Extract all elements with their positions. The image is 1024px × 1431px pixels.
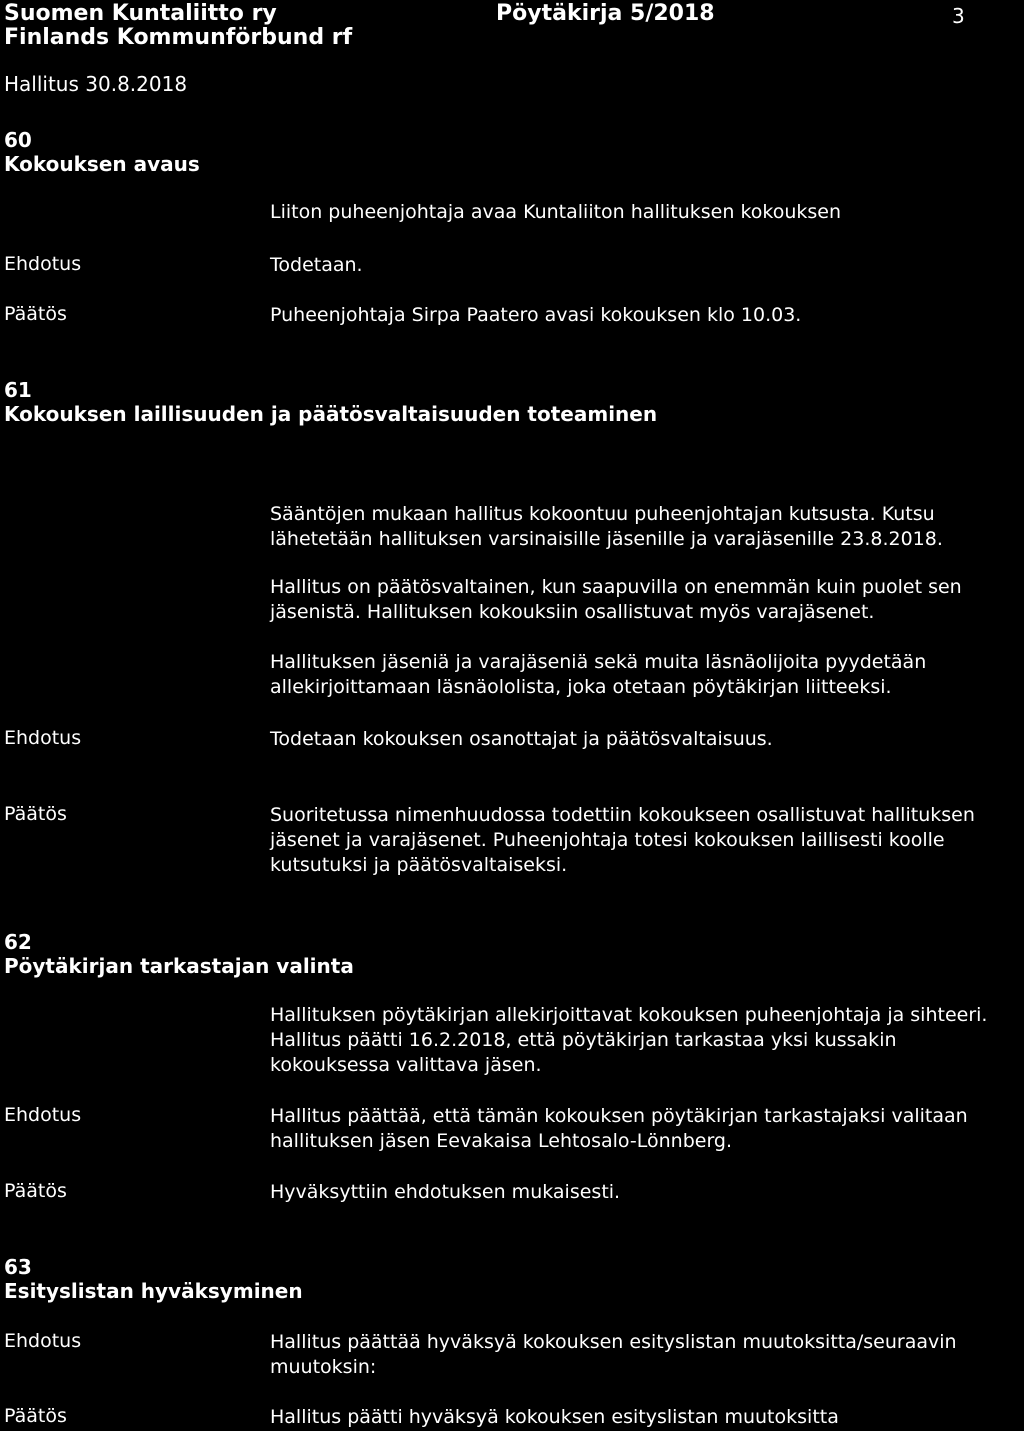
ehdotus-text: Todetaan kokouksen osanottajat ja päätösvaltaisuus. [270, 728, 773, 750]
page-number: 3 [952, 4, 965, 28]
paatos-label: Päätös [4, 1405, 67, 1427]
paatos-text: Hallitus päätti hyväksyä kokouksen esityslistan muutoksitta [270, 1406, 839, 1428]
org-name-fi: Suomen Kuntaliitto ry [4, 1, 277, 26]
meeting-date: Hallitus 30.8.2018 [4, 72, 188, 96]
section-number: 60 [4, 128, 32, 152]
section-intro-para: Sääntöjen mukaan hallitus kokoontuu puheenjohtajan kutsusta. Kutsu lähetetään hallituksen varsinaisille jäsenille ja varajäsenille 23.8.2018. [270, 503, 943, 550]
section-number: 63 [4, 1255, 32, 1279]
ehdotus-label: Ehdotus [4, 253, 82, 275]
section-intro-para: Hallituksen jäseniä ja varajäseniä sekä muita läsnäolijoita pyydetään allekirjoittamaan läsnäololista, joka otetaan pöytäkirjan liitteeksi. [270, 651, 927, 698]
org-name-sv: Finlands Kommunförbund rf [4, 25, 353, 50]
ehdotus-text: Hallitus päättää, että tämän kokouksen pöytäkirjan tarkastajaksi valitaan hallituksen jäsen Eevakaisa Lehtosalo-Lönnberg. [270, 1105, 968, 1152]
section-intro: Liiton puheenjohtaja avaa Kuntaliiton hallituksen kokouksen [270, 201, 842, 223]
section-number: 62 [4, 930, 32, 954]
section-title: Pöytäkirjan tarkastajan valinta [4, 954, 354, 978]
ehdotus-label: Ehdotus [4, 727, 82, 749]
section-intro: Hallituksen pöytäkirjan allekirjoittavat kokouksen puheenjohtaja ja sihteeri. Hallitus päätti 16.2.2018, että pöytäkirjan tarkastaa yksi kussakin kokouksessa valittava jäsen. [270, 1004, 988, 1076]
paatos-text: Hyväksyttiin ehdotuksen mukaisesti. [270, 1181, 621, 1203]
paatos-label: Päätös [4, 803, 67, 825]
section-title: Kokouksen laillisuuden ja päätösvaltaisuuden toteaminen [4, 402, 658, 426]
ehdotus-label: Ehdotus [4, 1330, 82, 1352]
section-intro-para: Hallitus on päätösvaltainen, kun saapuvilla on enemmän kuin puolet sen jäsenistä. Hallituksen kokouksiin osallistuvat myös varajäsenet. [270, 576, 962, 623]
ehdotus-label: Ehdotus [4, 1104, 82, 1126]
ehdotus-text: Hallitus päättää hyväksyä kokouksen esityslistan muutoksitta/seuraavin muutoksin: [270, 1331, 957, 1378]
section-number: 61 [4, 378, 32, 402]
section-title: Esityslistan hyväksyminen [4, 1279, 303, 1303]
paatos-label: Päätös [4, 303, 67, 325]
paatos-text: Puheenjohtaja Sirpa Paatero avasi kokouksen klo 10.03. [270, 304, 802, 326]
ehdotus-text: Todetaan. [270, 254, 363, 276]
paatos-text: Suoritetussa nimenhuudossa todettiin kokoukseen osallistuvat hallituksen jäsenet ja varajäsenet. Puheenjohtaja totesi kokouksen laillisesti koolle kutsutuksi ja päätösvaltaiseksi. [270, 804, 975, 876]
section-title: Kokouksen avaus [4, 152, 200, 176]
paatos-label: Päätös [4, 1180, 67, 1202]
document-title: Pöytäkirja 5/2018 [496, 1, 715, 26]
